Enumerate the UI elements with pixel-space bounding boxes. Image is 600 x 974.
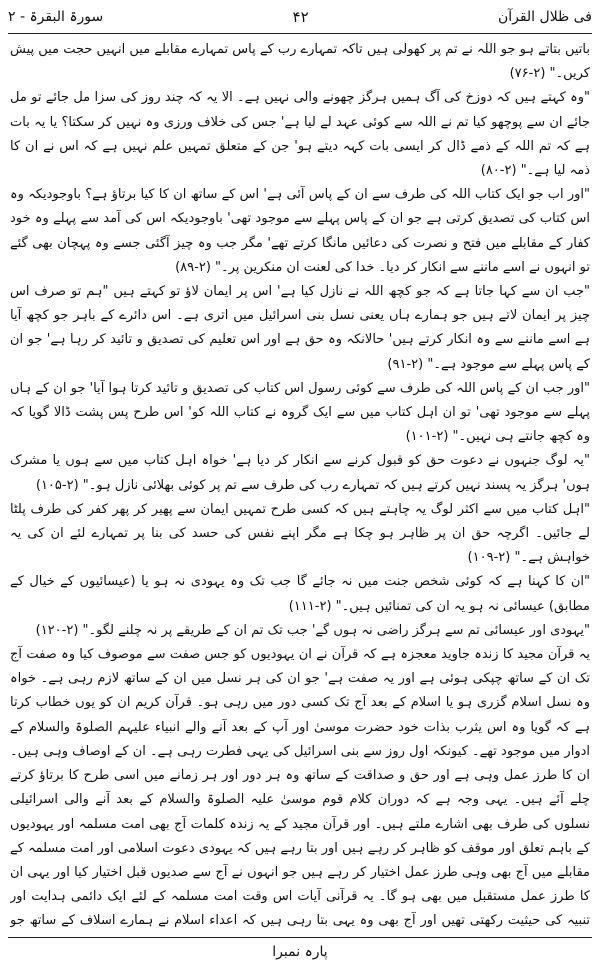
paragraph: باتیں بتاتے ہو جو اللہ نے تم پر کھولی ہیں تاکہ تمہارے رب کے پاس تمہارے مقابلے میں انہیں حجت میں پیش کریں۔" (۲-۷۶) — [10, 42, 590, 82]
footer-rule — [8, 937, 592, 938]
page-footer — [0, 944, 600, 968]
page-header — [8, 2, 592, 32]
paragraph: "اور جب ان کے پاس اللہ کی طرف سے کوئی رسول اس کتاب کی تصدیق و تائید کرتا ہوا آیا' جو ان کے ہاں پہلے سے موجود تھی' تو ان اہل کتاب میں سے ایک گروہ نے کتاب اللہ کو' اس طرح پس پشت ڈالا گویا کہ وہ کچھ جانتے ہی نہیں۔" (۲-۱۰۱) — [10, 380, 590, 445]
surah-title: سورۃ البقرۃ - ۲ — [8, 9, 104, 25]
paragraph: "جب ان سے کہا جاتا ہے کہ جو کچھ اللہ نے نازل کیا ہے' اس پر ایمان لاؤ تو کہتے ہیں "ہم تو صرف اس چیز پر ایمان لاتے ہیں جو ہمارے ہاں یعنی نسل بنی اسرائیل میں اتری ہے۔ اس دائرے کے باہر جو کچھ آیا ہے اسے ماننے سے وہ انکار کرتے ہیں' حالانکہ وہ حق ہے اور اس تعلیم کی تصدیق و تائید کر رہا ہے' جو ان کے پاس پہلے سے موجود ہے۔" (۲-۹۱) — [10, 284, 590, 372]
para-label: پارہ نمبرا — [272, 944, 328, 960]
paragraph: "یہودی اور عیسائی تم سے ہرگز راضی نہ ہوں گے' جب تک تم ان کے طریقے پر نہ چلنے لگو۔" (۲-۱۲۰) — [35, 622, 590, 638]
page-number: ۴۲ — [292, 8, 309, 26]
page-body — [10, 38, 590, 933]
header-rule — [8, 33, 592, 34]
book-title: فی ظلال القرآن — [497, 9, 592, 25]
paragraph: "وہ کہتے ہیں کہ دوزخ کی آگ ہمیں ہرگز چھونے والی نہیں ہے۔ الا یہ کہ چند روز کی سزا مل جائے تو مل جائے ان سے پوچھو کیا تم نے اللہ سے کوئی عہد لے لیا ہے' جس کی خلاف ورزی وہ نہیں کر سکتا؟ یا یہ بات ہے کہ تم اللہ کے ذمے ڈال کر ایسی بات کہہ دیتے ہو' جن کے متعلق تمہیں علم نہیں ہے کہ اس نے ان کا ذمہ لیا ہے۔" (۲-۸۰) — [10, 90, 590, 179]
paragraph: "اہل کتاب میں سے اکثر لوگ یہ چاہتے ہیں کہ کسی طرح تمہیں ایمان سے پھیر کر پھر کفر کی طرف پلٹا لے جائیں۔ اگرچہ حق ان پر ظاہر ہو چکا ہے مگر اپنے نفس کی حسد کی بنا پر تمہارے لئے ان کی یہ خواہش ہے۔" (۲-۱۰۹) — [10, 501, 590, 566]
paragraph: یہ قرآن مجید کا زندہ جاوید معجزہ ہے کہ قرآن نے ان یہودیوں کو جس صفت سے موصوف کیا وہ صفت آج تک ان کے ساتھ چپکی ہوئی ہے اور یہ صفت ہے' جو ان کی ہر نسل میں ان کے ساتھ لازم رہی ہے۔ خواہ وہ نسل اسلام گزری ہو یا اسلام کے بعد آج تک کسی دور میں رہی ہو۔ قرآن کریم ان کو یوں خطاب کرتا ہے کہ گویا وہ اس یثرب بذات خود حضرت موسیٰ اور آپ کے بعد آنے والے انبیاء علیہم الصلوۃ والسلام کے ادوار میں موجود تھے۔ کیونکہ اول روز سے بنی اسرائیل کی یہی فطرت رہی ہے۔ ان کے اوصاف وہی ہیں۔ ان کا طرز عمل وہی ہے اور حق و صداقت کے ساتھ وہ ہر دور اور ہر زمانے میں اسی طرح کا برتاؤ کرتے چلے آئے ہیں۔ یہی وجہ ہے کہ دوران کلام قوم موسیٰ علیہ الصلوۃ والسلام کے بعد آنے والی اسرائیلی نسلوں کی طرف بھی اشارے ملتے ہیں۔ اور قرآن مجید کے یہ زندہ کلمات آج بھی امت مسلمہ اور یہودیوں کے باہم تعلق اور موقف کو ظاہر کر رہے ہیں اور بتا رہے ہیں کہ یہودی دعوت اسلامی اور امت مسلمہ کے مقابلے میں آج بھی وہی طرز عمل اختیار کر رہے ہیں جو انہوں نے آج سے صدیوں قبل اختیار کیا اور یہی ان کا طرز عمل مستقبل میں بھی ہو گا۔ یہ قرآنی آیات اس وقت امت مسلمہ کے لئے ایک دائمی ہدایت اور تنبیہ کی حیثیت رکھتی تھیں اور آج بھی وہ یہی بتا رہی ہیں کہ اعداء اسلام نے ہمارے اسلاف کے ساتھ جو — [10, 647, 590, 929]
paragraph: "ان کا کہنا ہے کہ کوئی شخص جنت میں نہ جائے گا جب تک وہ یہودی نہ ہو یا (عیسائیوں کے خیال کے مطابق) عیسائی نہ ہو یہ ان کی تمنائیں ہیں۔" (۲-۱۱۱) — [10, 574, 590, 614]
paragraph: "یہ لوگ جنہوں نے دعوت حق کو قبول کرنے سے انکار کر دیا ہے' خواہ اہل کتاب میں سے ہوں یا مشرک ہوں' ہرگز یہ پسند نہیں کرتے ہیں کہ تمہارے رب کی طرف سے تم پر کوئی بھلائی نازل ہو۔" (۲-۱۰۵) — [10, 453, 590, 493]
paragraph: "اور اب جو ایک کتاب اللہ کی طرف سے ان کے پاس آئی ہے' اس کے ساتھ ان کا کیا برتاؤ ہے؟ باوجودیکہ وہ اس کتاب کی تصدیق کرتی ہے جو ان کے پاس پہلے سے موجود تھی' باوجودیکہ اس کی آمد سے پہلے وہ خود کفار کے مقابلے میں فتح و نصرت کی دعائیں مانگا کرتے تھے' مگر جب وہ چیز آگئی جسے وہ پہچان بھی گئے تو انہوں نے اسے ماننے سے انکار کر دیا۔ خدا کی لعنت ان منکرین پر۔" (۲-۸۹) — [10, 187, 590, 275]
